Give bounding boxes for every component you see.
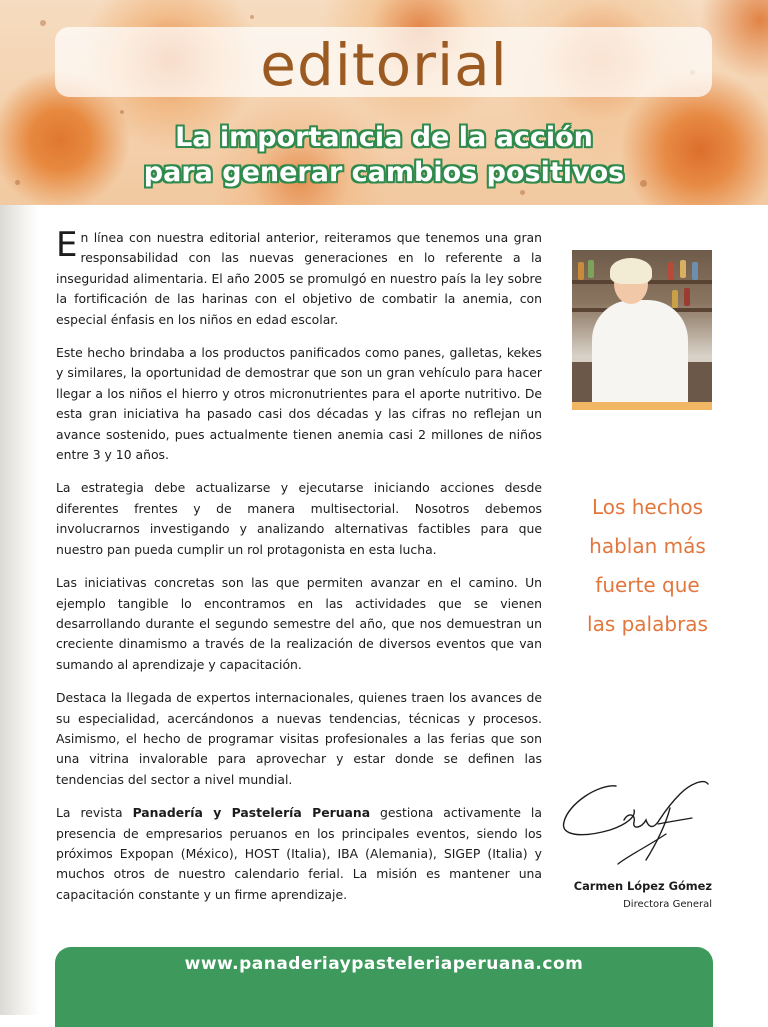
drop-cap: E (56, 225, 78, 265)
author-photo (572, 250, 712, 410)
pull-quote-line-1: Los hechos (591, 495, 704, 519)
paragraph-6 (56, 803, 542, 905)
bottle-shape (692, 262, 698, 280)
header-watercolor-banner (0, 0, 768, 205)
signer-role: Directora General (623, 899, 712, 910)
person-body (592, 300, 688, 410)
bottle-shape (588, 260, 594, 278)
paragraph-2: Este hecho brindaba a los productos panificados como panes, galletas, kekes y similares, la oportunidad de demostrar que son un gran vehículo para hacer llegar a los niños el hierro y otros micronutrientes para el aporte nutritivo. De esta gran iniciativa ha pasado casi dos décadas y las cifras no reflejan un avance sostenido, pues actualmente tienen anemia casi 2 millones de niños entre 3 y 10 años. (56, 345, 542, 463)
headline-line-1: La importancia de la acción (175, 122, 593, 153)
signer-name: Carmen López Gómez (573, 879, 712, 893)
paragraph-4: Las iniciativas concretas son las que permiten avanzar en el camino. Un ejemplo tangible lo encontramos en las actividades que se vienen desarrollando durante el segundo semestre del año, que nos demuestran un creciente dinamismo a través de la realización de diversos eventos que van sumando al aprendizaje y capacitación. (56, 575, 542, 672)
headline-line-2: para generar cambios positivos (143, 157, 625, 188)
handwritten-signature (558, 764, 716, 874)
paragraph-6-intro: La revista (56, 805, 133, 821)
paragraph-1-text: n línea con nuestra editorial anterior, reiteramos que tenemos una gran responsabilidad con las nuevas generaciones en lo referente a la inseguridad alimentaria. El año 2005 se promulgó en nuestro país la ley sobre la fortificación de las harinas con el objetivo de combatir la anemia, con especial énfasis en los niños en edad escolar. (56, 230, 542, 327)
page-gutter-shadow (0, 205, 40, 1015)
bottle-shape (672, 290, 678, 308)
bottle-shape (578, 262, 584, 280)
paragraph-1 (56, 225, 542, 330)
magazine-name: Panadería y Pastelería Peruana (132, 805, 371, 821)
page-title: editorial (260, 31, 508, 99)
bottle-shape (668, 262, 674, 280)
paragraph-3: La estrategia debe actualizarse y ejecutarse iniciando acciones desde diferentes frentes y de manera multisectorial. Nosotros debemos involucrarnos investigando y analizando alternativas factibles para que nuestro pan pueda cumplir un rol protagonista en esta lucha. (56, 480, 542, 557)
person-hair (610, 258, 652, 284)
paragraph-6-text: gestiona activamente la presencia de empresarios peruanos en los principales eventos, siendo los próximos Expopan (México), HOST (Italia), IBA (Alemania), SIGEP (Italia) y muchos otros de nuestro calendario ferial. La misión es mantener una capacitación constante y un firme aprendizaje. (56, 805, 542, 902)
article-body (56, 225, 542, 918)
website-link[interactable]: www.panaderiaypasteleriaperuana.com (184, 954, 584, 974)
pull-quote-line-2: hablan más (589, 534, 706, 558)
pull-quote (565, 488, 730, 644)
bottle-shape (680, 260, 686, 278)
bottle-shape (684, 288, 690, 306)
pull-quote-line-4: las palabras (587, 612, 708, 636)
paragraph-5: Destaca la llegada de expertos internacionales, quienes traen los avances de su especialidad, acercándonos a nuevas tendencias, técnicas y procesos. Asimismo, el hecho de programar visitas profesionales a las ferias que son una vitrina invalorable para aprovechar y estar donde se definen las tendencias del sector a nivel mundial. (56, 690, 542, 787)
pull-quote-line-3: fuerte que (595, 573, 700, 597)
